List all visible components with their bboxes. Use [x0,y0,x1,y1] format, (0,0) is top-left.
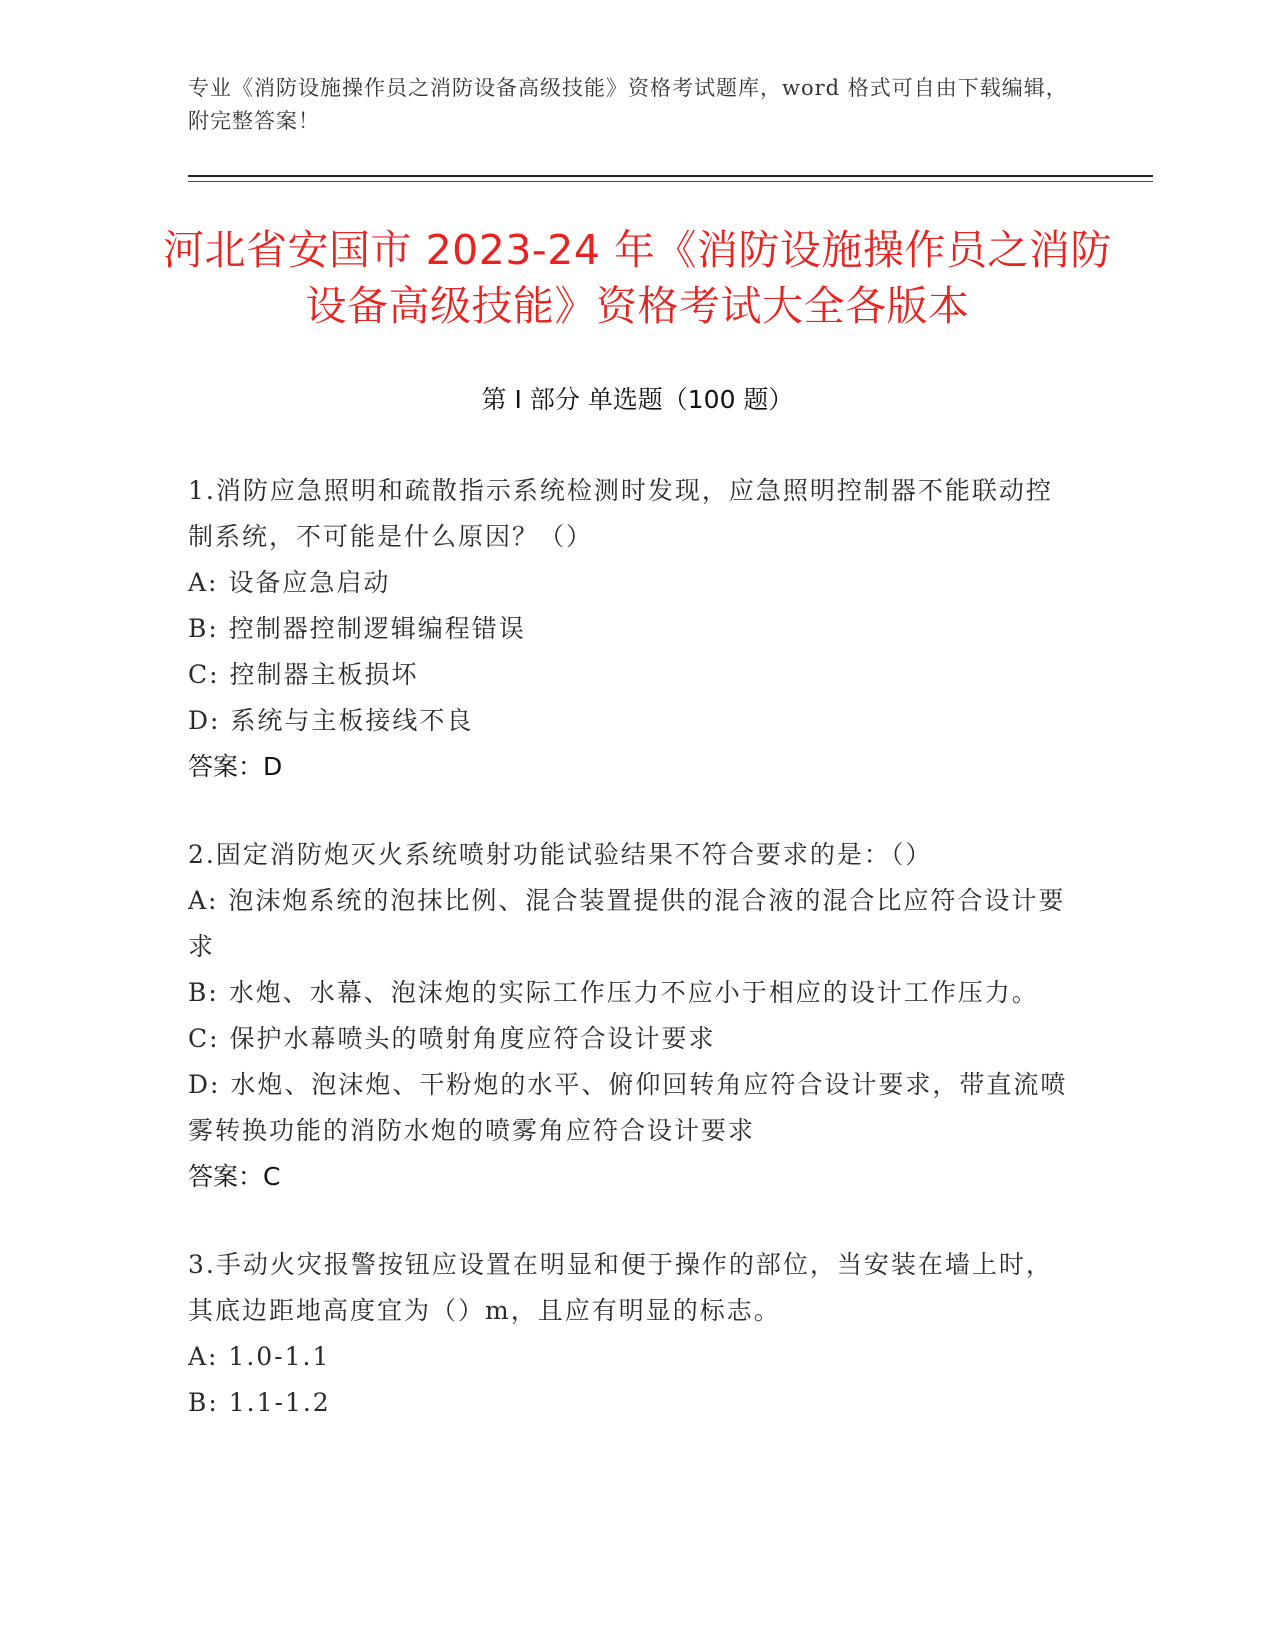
header-divider-thick [188,175,1153,177]
question-stem: 3.手动火灾报警按钮应设置在明显和便于操作的部位，当安装在墙上时，其底边距地高度宜为（）m，且应有明显的标志。 [188,1250,1053,1325]
answer: 答案：D [188,752,283,781]
option-b: B: 水炮、水幕、泡沫炮的实际工作压力不应小于相应的设计工作压力。 [188,978,1039,1007]
section-heading: 第 I 部分 单选题（100 题） [481,385,794,414]
question-stem: 2.固定消防炮灭火系统喷射功能试验结果不符合要求的是：（） [188,840,933,869]
option-a: A: 1.0-1.1 [188,1342,331,1371]
option-b: B: 控制器控制逻辑编程错误 [188,614,526,643]
header-divider-thin [188,181,1153,182]
header-note: 专业《消防设施操作员之消防设备高级技能》资格考试题库，word 格式可自由下载编辑，附完整答案！ [188,76,1068,133]
option-a: A: 设备应急启动 [188,568,391,597]
answer: 答案：C [188,1162,281,1191]
option-d: D: 系统与主板接线不良 [188,706,474,735]
document-title: 河北省安国市 2023-24 年《消防设施操作员之消防设备高级技能》资格考试大全各版本 [163,226,1112,330]
option-c: C: 保护水幕喷头的喷射角度应符合设计要求 [188,1024,716,1053]
question-list [188,468,1078,1468]
option-a: A: 泡沫炮系统的泡抹比例、混合装置提供的混合液的混合比应符合设计要求 [188,886,1066,961]
option-b: B: 1.1-1.2 [188,1388,331,1417]
question-1 [188,468,1078,790]
question-stem: 1.消防应急照明和疏散指示系统检测时发现，应急照明控制器不能联动控制系统，不可能是什么原因？（） [188,476,1053,551]
option-c: C: 控制器主板损坏 [188,660,419,689]
option-d: D: 水炮、泡沫炮、干粉炮的水平、俯仰回转角应符合设计要求，带直流喷雾转换功能的消防水炮的喷雾角应符合设计要求 [188,1070,1068,1145]
question-3 [188,1242,1078,1426]
question-2 [188,832,1078,1200]
